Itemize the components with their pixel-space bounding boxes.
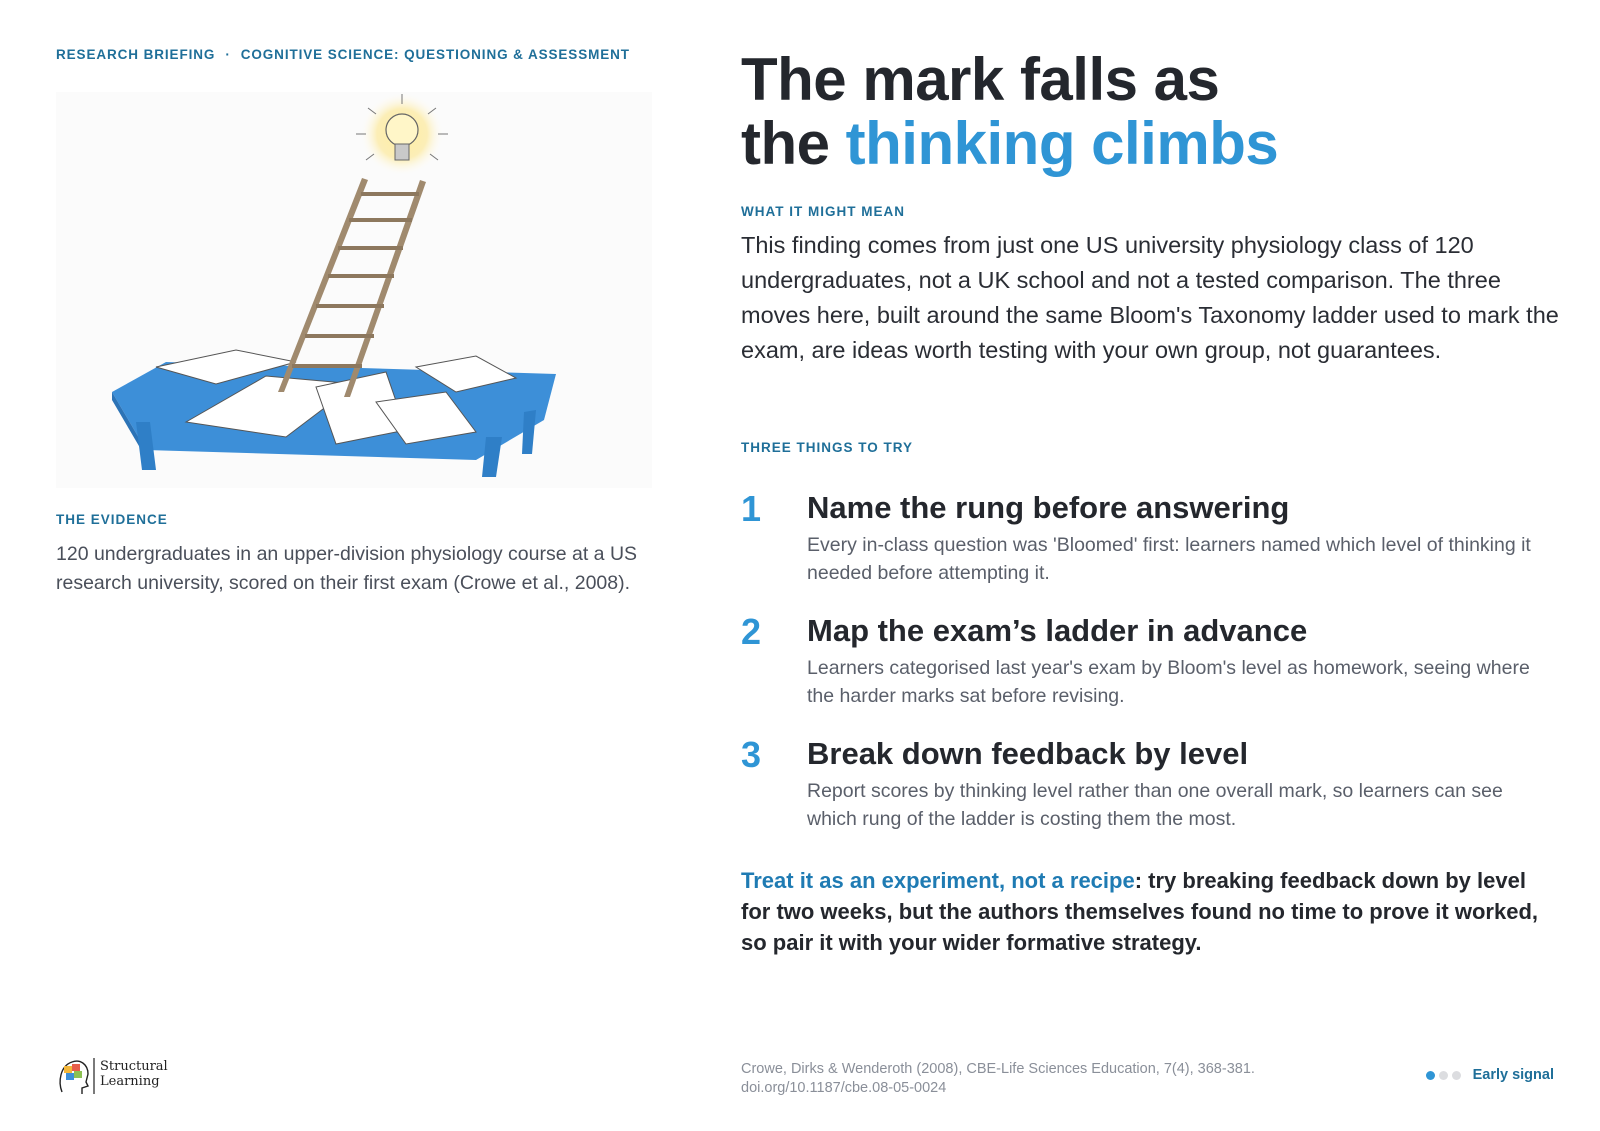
logo-line2: Learning (100, 1074, 160, 1089)
step-number: 1 (741, 488, 762, 529)
evidence-label: THE EVIDENCE (56, 512, 168, 527)
ladder-to-lightbulb-image (56, 92, 652, 488)
step-description: Report scores by thinking level rather than one overall mark, so learners can see which rung of the ladder is costing them the most. (807, 780, 1503, 830)
meaning-text: This finding comes from just one US university physiology class of 120 undergraduates, not a UK school and not a tested comparison. The three moves here, built around the same Bloom's Taxonomy ladder used to mark the exam, are ideas worth testing with your own group, not guarantees. (741, 232, 1559, 363)
try-label: THREE THINGS TO TRY (741, 440, 914, 455)
signal-dot-filled (1426, 1071, 1435, 1080)
meaning-label: WHAT IT MIGHT MEAN (741, 204, 905, 219)
kicker (56, 47, 630, 62)
cta-accent: Treat it as an experiment, not a recipe (741, 868, 1135, 893)
ladder-illustration (56, 92, 652, 488)
citation (741, 1060, 1255, 1098)
citation-doi: doi.org/10.1187/cbe.08-05-0024 (741, 1080, 947, 1096)
logo-line1: Structural (100, 1059, 168, 1074)
step-number: 2 (741, 611, 762, 652)
signal-dot-empty (1452, 1071, 1461, 1080)
step-description: Every in-class question was 'Bloomed' first: learners named which level of thinking it needed before attempting it. (807, 534, 1531, 584)
headline-line2-prefix: the (741, 110, 846, 177)
step-title: Name the rung before answering (807, 490, 1290, 525)
citation-reference: Crowe, Dirks & Wenderoth (2008), CBE-Life Sciences Education, 7(4), 368-381. (741, 1061, 1255, 1077)
kicker-separator: · (225, 47, 231, 62)
signal-label: Early signal (1472, 1067, 1554, 1083)
headline (741, 48, 1278, 176)
step-number: 3 (741, 734, 762, 775)
step-title: Break down feedback by level (807, 736, 1249, 771)
logo-wordmark (100, 1059, 168, 1089)
kicker-topic: COGNITIVE SCIENCE: QUESTIONING & ASSESSMENT (240, 47, 630, 62)
evidence-text: 120 undergraduates in an upper-division physiology course at a US research university, scored on their first exam (Crowe et al., 2008). (56, 543, 638, 594)
step-title: Map the exam’s ladder in advance (807, 613, 1308, 648)
step-description: Learners categorised last year's exam by Bloom's level as homework, seeing where the harder marks sat before revising. (807, 657, 1530, 707)
headline-accent: thinking climbs (845, 110, 1279, 177)
kicker-series: RESEARCH BRIEFING (56, 47, 216, 62)
evidence-strength-indicator (1426, 1067, 1554, 1083)
headline-line1: The mark falls as (741, 46, 1220, 113)
call-to-action (741, 865, 1551, 958)
cta-rest: : try breaking feedback down by level for two weeks, but the authors themselves found no time to prove it worked, so pair it with your wider formative strategy. (741, 868, 1538, 955)
signal-dot-empty (1439, 1071, 1448, 1080)
